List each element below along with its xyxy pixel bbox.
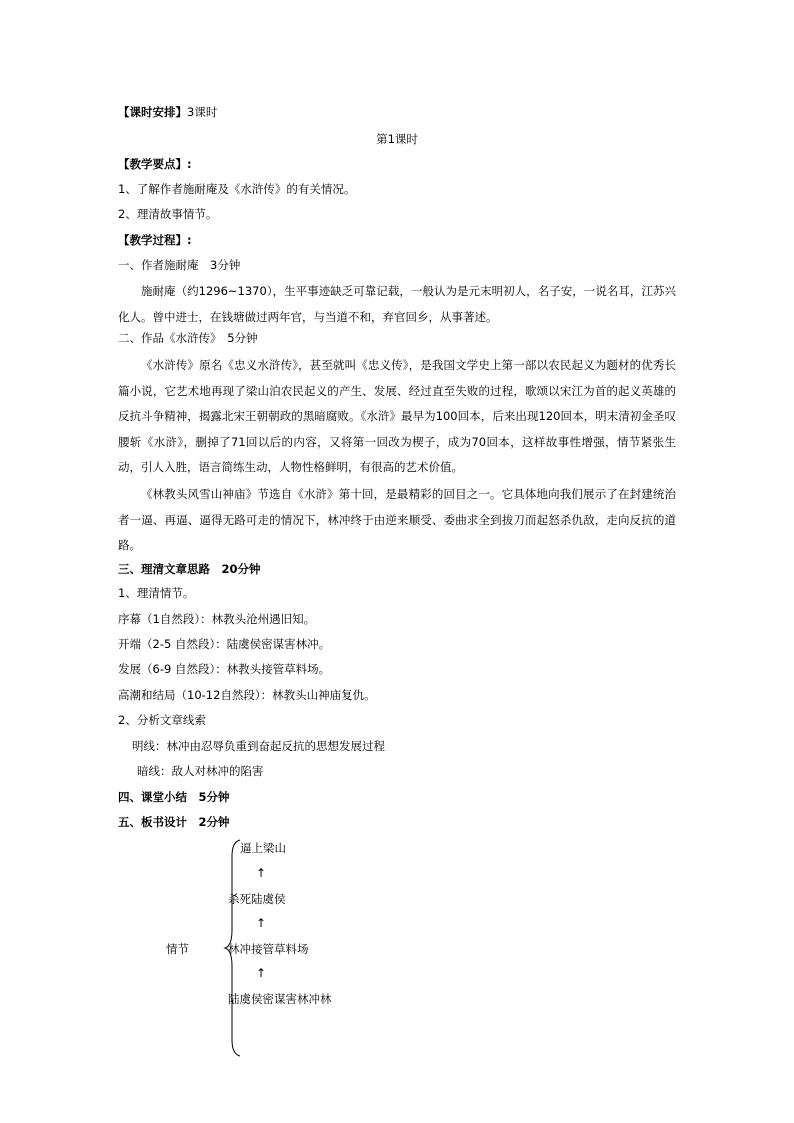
key-points-heading: 【教学要点】:: [118, 157, 192, 171]
schedule-label: 【课时安排】: [118, 105, 187, 119]
up-arrow-icon: ↑: [256, 916, 267, 930]
clue-dark: 暗线：敌人对林冲的陷害: [137, 764, 264, 778]
plot-item: 高潮和结局（10-12自然段）：林教头山神庙复仇。: [118, 688, 376, 702]
section5-title: 五、板书设计 2分钟: [118, 815, 230, 829]
plot-item: 发展（6-9 自然段）：林教头接管草料场。: [118, 662, 331, 676]
section2-title: 二、作品《水浒传》 5分钟: [118, 331, 258, 345]
diagram-label: 情节: [166, 942, 189, 956]
plot-item: 开端（2-5 自然段）：陆虞侯密谋害林冲。: [118, 637, 331, 651]
clue-bright: 明线：林冲由忍辱负重到奋起反抗的思想发展过程: [132, 739, 385, 753]
section3-sub2: 2、分析文章线索: [118, 713, 206, 727]
section3-title: 三、理清文章思路 20分钟: [118, 562, 261, 576]
key-point-item: 2、理清故事情节。: [118, 207, 218, 221]
up-arrow-icon: ↑: [256, 866, 267, 880]
diagram-node: 林冲接管草料场: [228, 942, 309, 956]
section1-title: 一、作者施耐庵 3分钟: [118, 258, 241, 272]
key-point-item: 1、了解作者施耐庵及《水浒传》的有关情况。: [118, 182, 356, 196]
section2-body2: 《林教头风雪山神庙》节选自《水浒》第十回，是最精彩的回目之一。它具体地向我们展示了在封建统治者一逼、再逼、逼得无路可走的情况下，林冲终于由逆来顺受、委曲求全到拔刀而起怒杀仇敌，走向反抗的道路。: [118, 487, 676, 552]
section1-body: 施耐庵（约1296~1370），生平事迹缺乏可靠记载，一般认为是元末明初人，名子安，一说名耳，江苏兴化人。曾中进士，在钱塘做过两年官，与当道不和，弃官回乡，从事著述。: [118, 284, 676, 324]
schedule-value: 3课时: [187, 105, 218, 119]
section4-title: 四、课堂小结 5分钟: [118, 790, 230, 804]
section2-body1: 《水浒传》原名《忠义水浒传》，甚至就叫《忠义传》，是我国文学史上第一部以农民起义为题材的优秀长篇小说，它艺术地再现了梁山泊农民起义的产生、发展、经过直至失败的过程，歌颂以宋江为首的起义英雄的反抗斗争精神，揭露北宋王朝朝政的黑暗腐败。《水浒》最早为100回本，后来出现120回本，明末清初金圣叹腰斩《水浒》，删掉了71回以后的内容，又将第一回改为楔子，成为70回本，这样故事性增强，情节紧张生动，引人入胜，语言简练生动，人物性格鲜明，有很高的艺术价值。: [118, 358, 676, 474]
diagram-node: 陆虞侯密谋害林冲林: [228, 992, 332, 1006]
section3-sub1: 1、理清情节。: [118, 586, 195, 600]
up-arrow-icon: ↑: [256, 966, 267, 980]
process-heading: 【教学过程】:: [118, 233, 192, 247]
diagram-node: 杀死陆虞侯: [228, 892, 286, 906]
plot-item: 序幕（1自然段）：林教头沧州遇旧知。: [118, 612, 316, 626]
lesson-title: 第1课时: [376, 132, 418, 146]
schedule-line: [118, 104, 217, 120]
diagram-node: 逼上梁山: [240, 841, 286, 855]
